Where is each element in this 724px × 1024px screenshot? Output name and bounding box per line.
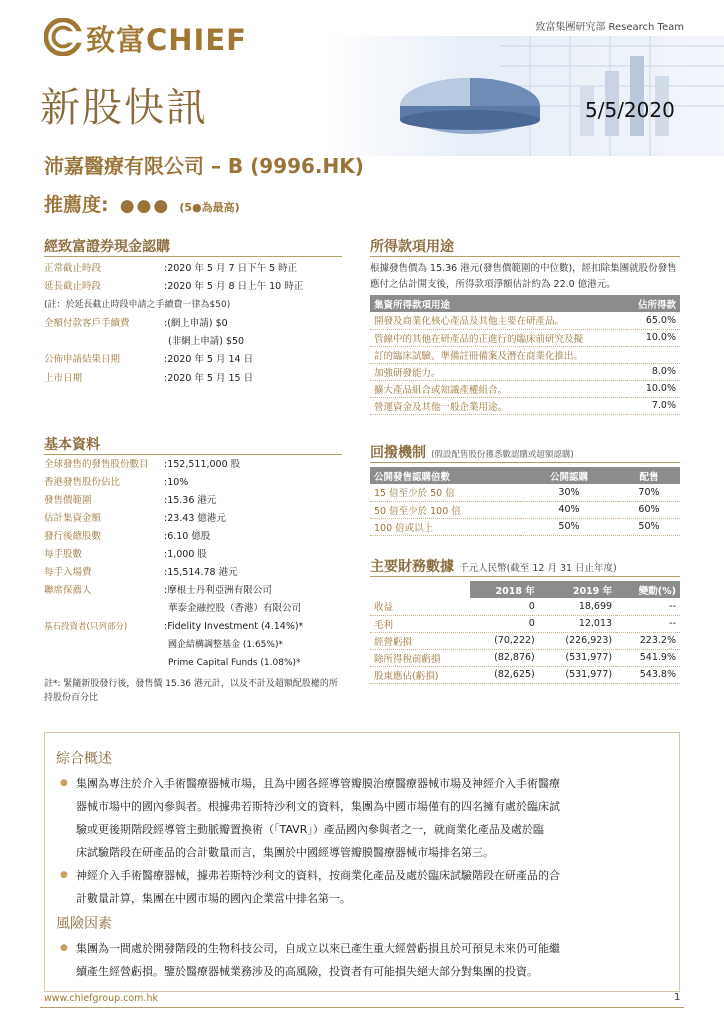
kv-row: 估計集資金額 :23.43 億港元 xyxy=(44,513,226,524)
kv-row: 正常截止時段 :2020 年 5 月 7 日下午 5 時正 xyxy=(44,263,298,274)
summary-bullet-1: ● 集團為專注於介入手術醫療器械市場，且為中國各經導管瓣膜治療醫療器械市場及神經介入手術醫療 器械市場中的國內參與者。根據弗若斯特沙利文的資料，集團為中國市場僅有的四名擁有處於臨床試 驗或更後期階段經導管主動脈瓣置換術（「TAVR」）產品國內參與者之一，就商業化產品及處於臨 床試驗階段在研產品的合計數量而言，集團於中國經導管瓣膜醫療器械市場排名第三。 xyxy=(76,772,676,864)
table-row: 開發及商業化核心產品及其他主要在研產品。 65.0% xyxy=(370,312,680,329)
page-number: 1 xyxy=(674,992,681,1003)
table-row: 100 倍或以上 50% 50% xyxy=(370,518,680,535)
divider xyxy=(44,256,342,257)
rating xyxy=(44,190,240,217)
table-row: 股東應佔(虧損) (82,625) (531,977) 543.8% xyxy=(370,666,680,683)
summary-heading: 綜合概述 xyxy=(56,751,112,767)
clawback-heading: 回撥機制 xyxy=(370,445,426,461)
header-banner-graphic xyxy=(330,36,724,156)
clawback-table: 公開發售認購倍數 公開認購 配售 15 倍至少於 50 倍 30% 70% 50 倍至少於 100 倍 40% 60% 100 倍或以上 50% 50% xyxy=(370,467,680,536)
bullet-dot-icon: ● xyxy=(60,870,68,880)
table-row: 50 倍至少於 100 倍 40% 60% xyxy=(370,501,680,518)
basic-info-heading: 基本資料 xyxy=(44,437,100,453)
table-row: 訂的臨床試驗、準備註冊備案及潛在商業化推出。 xyxy=(370,346,680,363)
proceeds-col-item: 集資所得款項用途 xyxy=(370,295,626,312)
basic-footnote: 註*: 緊隨新股發行後，發售價 15.36 港元計，以及不計及超額配股權的所持股份百分比 xyxy=(44,679,338,703)
bullet-dot-icon: ● xyxy=(60,943,68,953)
kv-row: 香港發售股份佔比 :10% xyxy=(44,477,189,488)
kv-row: 全額付款客戶手續費 :(網上申請) $0 xyxy=(44,318,228,329)
summary-bullet-2: ● 神經介入手術醫療器械，據弗若斯特沙利文的資料，按商業化產品及處於臨床試驗階段在研產品的合 計數量計算，集團在中國市場的國內企業當中排名第一。 xyxy=(76,864,676,910)
proceeds-intro: 根據發售價為 15.36 港元(發售價範圍的中位數)，經扣除集團就股份發售應付之估計開支後，所得款項淨額估計約為 22.0 億港元。 xyxy=(370,263,677,290)
report-date: 5/5/2020 xyxy=(585,98,675,122)
divider xyxy=(370,256,680,257)
rating-note: (5●為最高) xyxy=(179,201,240,214)
research-team-label: 致富集團研究部 Research Team xyxy=(535,22,684,33)
page-title: 新股快訊 xyxy=(40,85,208,131)
financials-table: 2018 年 2019 年 變動(%) 收益 0 18,699 -- 毛利 0 12,013 -- 經營虧損 (70,222) (226,923) 223.2% 除所得稅前虧損 (82,876) (531,977) 541.9% 股東應佔(虧損) (82,625) (531,977) 543.8% xyxy=(370,581,680,684)
table-row: 營運資金及其他一般企業用途。 7.0% xyxy=(370,397,680,414)
kv-row: 聯席保薦人 :摩根士丹利亞洲有限公司 xyxy=(44,585,272,596)
bullet-dot-icon: ● xyxy=(60,778,68,788)
risk-bullet: ● 集團為一間處於開發階段的生物科技公司，自成立以來已產生重大經營虧損且於可預見未來仍可能繼 續產生經營虧損。鑒於醫療器械業務涉及的高風險，投資者有可能損失絕大部分對集團的投資。 xyxy=(76,937,676,983)
kv-row: 每手入場費 :15,514.78 港元 xyxy=(44,567,238,578)
table-row: 15 倍至少於 50 倍 30% 70% xyxy=(370,484,680,501)
chief-logo-icon xyxy=(44,18,82,56)
kv-row: 發行後總股數 :6.10 億股 xyxy=(44,531,211,542)
rating-label: 推薦度: xyxy=(44,194,109,216)
subscription-heading: 經致富證券現金認購 xyxy=(44,239,170,255)
table-row: 管線中的其他在研產品的正進行的臨床前研究及擬 10.0% xyxy=(370,329,680,346)
divider xyxy=(44,454,342,455)
table-row: 毛利 0 12,013 -- xyxy=(370,615,680,632)
footer-url[interactable]: www.chiefgroup.com.hk xyxy=(44,993,158,1004)
kv-row: Prime Capital Funds (1.08%)* xyxy=(168,658,301,668)
kv-row: 上市日期 :2020 年 5 月 15 日 xyxy=(44,373,254,384)
kv-row: 延長截止時段 :2020 年 5 月 8 日上午 10 時正 xyxy=(44,281,304,292)
kv-row: 全球發售的發售股份數目 :152,511,000 股 xyxy=(44,459,241,470)
clawback-heading-wrap xyxy=(370,442,574,462)
company-name: 沛嘉醫療有限公司 – B (9996.HK) xyxy=(44,154,364,178)
table-row: 擴大產品組合或知識產權組合。 10.0% xyxy=(370,380,680,397)
kv-row: 國企結構調整基金 (1.65%)* xyxy=(168,640,283,650)
risk-heading: 風險因素 xyxy=(56,916,112,932)
financials-heading: 主要財務數據 xyxy=(370,559,454,575)
proceeds-col-pct: 佔所得款 xyxy=(626,295,680,312)
table-row: 加強研發能力。 8.0% xyxy=(370,363,680,380)
rating-dots: ●●● xyxy=(119,196,171,216)
table-row: 除所得稅前虧損 (82,876) (531,977) 541.9% xyxy=(370,649,680,666)
kv-row: 華泰金融控股（香港）有限公司 xyxy=(168,603,302,614)
table-row: 收益 0 18,699 -- xyxy=(370,598,680,615)
financials-heading-wrap xyxy=(370,556,617,576)
footer-divider xyxy=(40,1007,684,1008)
divider xyxy=(370,462,680,463)
kv-row: 基石投資者(只列部分) :Fidelity Investment (4.14%)* xyxy=(44,621,304,632)
proceeds-heading: 所得款項用途 xyxy=(370,239,454,255)
basic-info-list xyxy=(44,457,344,687)
kv-row: 每手股數 :1,000 股 xyxy=(44,549,207,560)
extension-note: (註：於延長截止時段申請之手續費一律為$50) xyxy=(44,300,231,310)
kv-row: 發售價範圍 :15.36 港元 xyxy=(44,495,217,506)
divider xyxy=(370,576,680,577)
logo-text: 致富CHIEF xyxy=(86,23,247,57)
financials-sub: 千元人民幣(截至 12 月 31 日止年度) xyxy=(459,563,617,574)
kv-row: 公佈申請結果日期 :2020 年 5 月 14 日 xyxy=(44,354,254,365)
table-row: 經營虧損 (70,222) (226,923) 223.2% xyxy=(370,632,680,649)
kv-row: (非網上申請) $50 xyxy=(168,336,245,347)
clawback-sub: (假設配售股份獲悉數認購或超額認購) xyxy=(431,450,574,460)
proceeds-table xyxy=(370,295,680,415)
